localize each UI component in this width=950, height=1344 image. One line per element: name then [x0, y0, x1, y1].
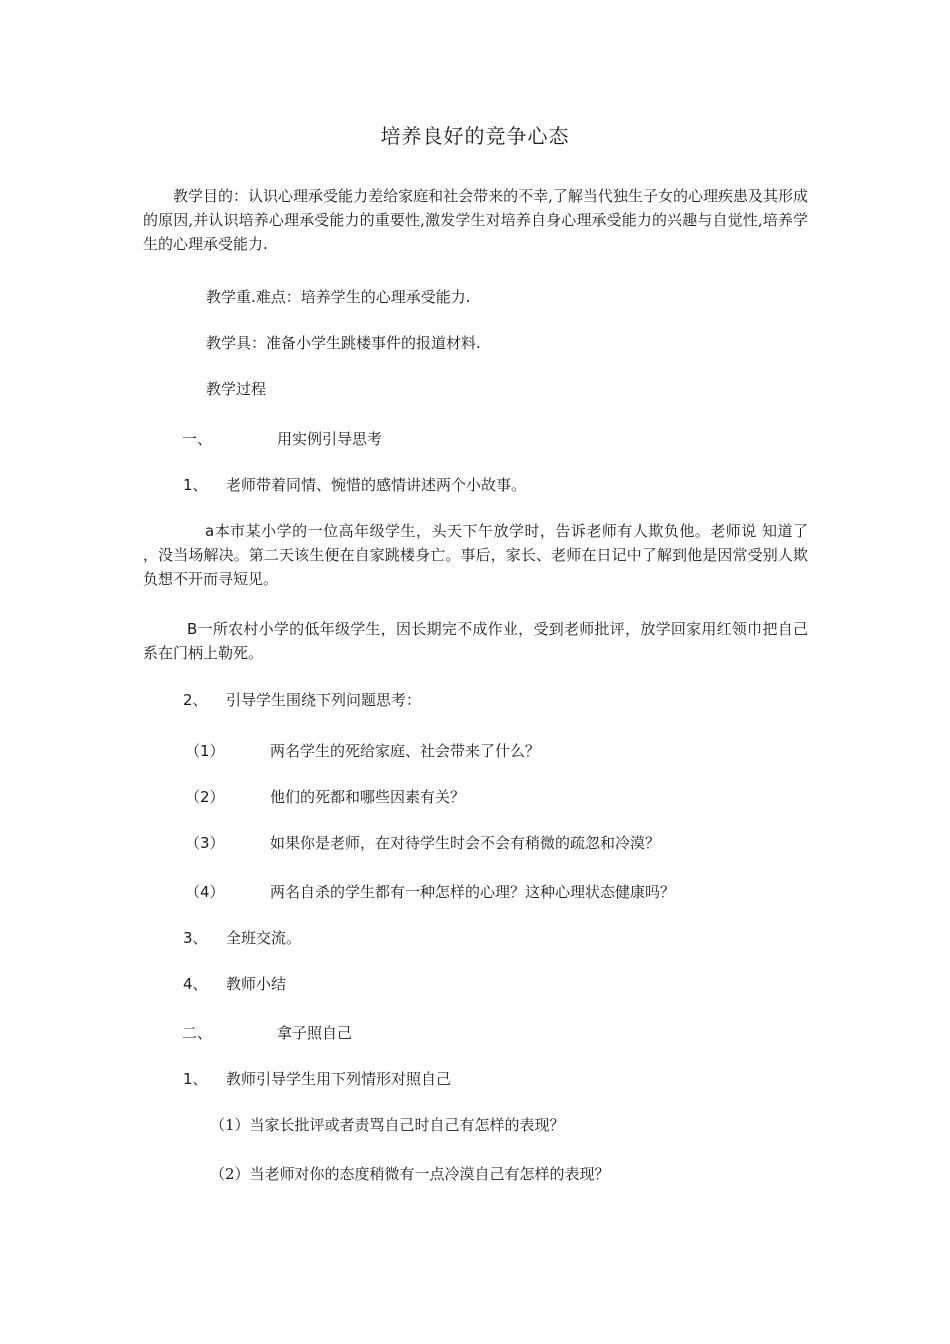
story-a-text: 本市某小学的一位高年级学生，头天下午放学时，告诉老师有人欺负他。老师说 知道了 ，没当场解决。第二天该生便在自家跳楼身亡。事后，家长、老师在日记中了解到他是因常受别人欺负想不开而寻短见。 [143, 522, 808, 588]
item-1-marker: 1、 [183, 476, 208, 494]
story-b-letter: B [187, 620, 198, 638]
item-1-text: 老师带着同情、惋惜的感情讲述两个小故事。 [226, 476, 527, 494]
question-3-text: 如果你是老师，在对待学生时会不会有稍微的疏忽和冷漠？ [270, 834, 661, 852]
section-2-item-1-text: 教师引导学生用下列情形对照自己 [226, 1070, 452, 1088]
story-a-letter: a [205, 522, 215, 540]
teaching-purpose-paragraph: 教学目的：认识心理承受能力差给家庭和社会带来的不幸,了解当代独生子女的心理疾患及其形成的原因,并认识培养心理承受能力的重要性,激发学生对培养自身心理承受能力的兴趣与自觉性,培养学生的心理承受能力. [143, 187, 808, 253]
story-b-text: 一所农村小学的低年级学生，因长期完不成作业，受到老师批评，放学回家用红领巾把自己系在门柄上勒死。 [143, 620, 808, 662]
item-3-marker: 3、 [183, 929, 208, 947]
materials-line: 教学具：准备小学生跳楼事件的报道材料. [206, 334, 481, 352]
item-2-text: 引导学生围绕下列问题思考： [226, 691, 422, 709]
section-2-sub-2: （2）当老师对你的态度稍微有一点冷漠自己有怎样的表现？ [210, 1165, 610, 1183]
question-3-marker: （3） [185, 834, 225, 852]
section-1-heading: 用实例引导思考 [277, 430, 383, 448]
item-4-text: 教师小结 [226, 975, 287, 993]
question-4-text: 两名自杀的学生都有一种怎样的心理？这种心理状态健康吗？ [270, 883, 676, 901]
key-points-line: 教学重.难点：培养学生的心理承受能力. [206, 288, 471, 306]
process-heading: 教学过程 [206, 380, 267, 398]
section-2-sub-1: （1）当家长批评或者责骂自己时自己有怎样的表现？ [210, 1116, 565, 1134]
question-4-marker: （4） [185, 883, 225, 901]
question-1-marker: （1） [185, 742, 225, 760]
story-a-paragraph [143, 519, 808, 591]
question-1-text: 两名学生的死给家庭、社会带来了什么？ [270, 742, 541, 760]
item-3-text: 全班交流。 [226, 929, 302, 947]
question-2-marker: （2） [185, 788, 225, 806]
story-b-paragraph [143, 617, 808, 665]
section-1-marker: 一、 [182, 430, 213, 448]
section-2-marker: 二、 [182, 1024, 213, 1042]
section-2-heading: 拿子照自己 [277, 1024, 353, 1042]
document-title: 培养良好的竞争心态 [380, 124, 570, 148]
item-4-marker: 4、 [183, 975, 208, 993]
question-2-text: 他们的死都和哪些因素有关？ [270, 788, 466, 806]
item-2-marker: 2、 [183, 691, 208, 709]
section-2-item-1-marker: 1、 [183, 1070, 208, 1088]
